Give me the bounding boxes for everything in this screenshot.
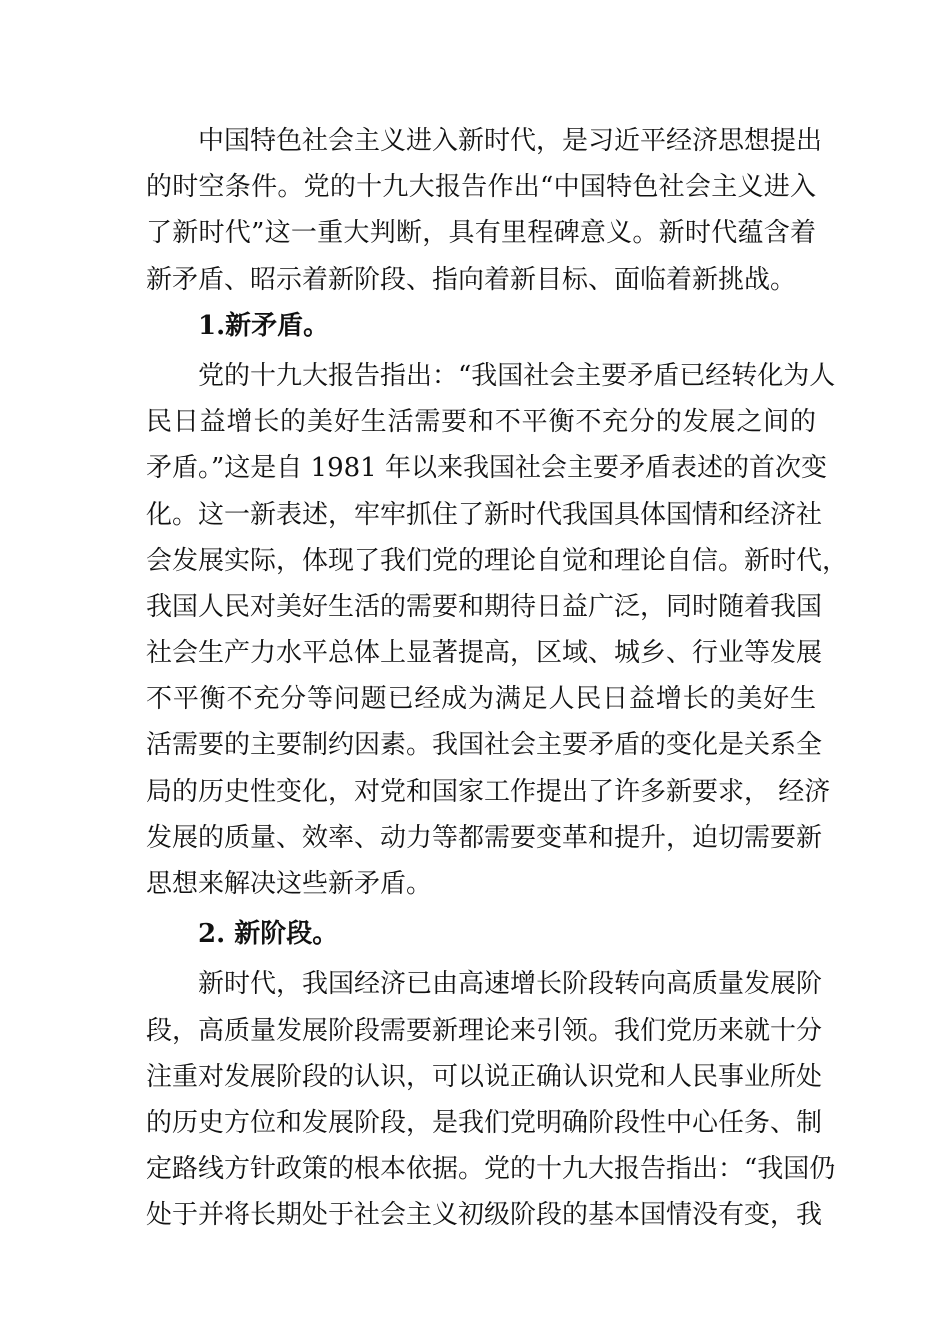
paragraph-line: 化。这一新表述，牢牢抓住了新时代我国具体国情和经济社 — [146, 499, 823, 530]
paragraph-line: 我国人民对美好生活的需要和期待日益广泛，同时随着我国 — [146, 591, 823, 622]
paragraph-line: 处于并将长期处于社会主义初级阶段的基本国情没有变，我 — [146, 1200, 823, 1231]
paragraph-line: 党的十九大报告指出：“我国社会主要矛盾已经转化为人 — [198, 360, 836, 391]
intro-paragraph — [146, 118, 823, 303]
paragraph-line: 民日益增长的美好生活需要和不平衡不充分的发展之间的 — [146, 407, 816, 438]
paragraph-line: 发展的质量、效率、动力等都需要变革和提升，迫切需要新 — [146, 822, 823, 853]
paragraph-line: 矛盾。”这是自 1981 年以来我国社会主要矛盾表述的首次变 — [146, 453, 827, 484]
paragraph-line: 段，高质量发展阶段需要新理论来引领。我们党历来就十分 — [146, 1015, 823, 1046]
paragraph-line: 定路线方针政策的根本依据。党的十九大报告指出：“我国仍 — [146, 1154, 836, 1185]
paragraph-line: 社会生产力水平总体上显著提高，区域、城乡、行业等发展 — [146, 638, 823, 669]
paragraph-line: 新矛盾、昭示着新阶段、指向着新目标、面临着新挑战。 — [146, 264, 797, 295]
paragraph-line: 会发展实际，体现了我们党的理论自觉和理论自信。新时代， — [146, 545, 849, 576]
section-heading-new-stage: 2. 新阶段。 — [198, 919, 339, 950]
paragraph-line: 了新时代”这一重大判断，具有里程碑意义。新时代蕴含着 — [146, 218, 816, 249]
paragraph-line: 思想来解决这些新矛盾。 — [146, 869, 433, 899]
paragraph-line: 新时代，我国经济已由高速增长阶段转向高质量发展阶 — [198, 969, 823, 1000]
paragraph-line: 中国特色社会主义进入新时代，是习近平经济思想提出 — [198, 126, 823, 156]
document-body — [146, 118, 849, 1239]
paragraph-line: 注重对发展阶段的认识，可以说正确认识党和人民事业所处 — [146, 1061, 823, 1092]
paragraph-line: 活需要的主要制约因素。我国社会主要矛盾的变化是关系全 — [146, 730, 823, 761]
paragraph-line: 的历史方位和发展阶段，是我们党明确阶段性中心任务、制 — [146, 1107, 823, 1138]
section-heading-new-contradiction: 1.新矛盾。 — [198, 310, 330, 341]
section1-paragraph — [146, 353, 849, 907]
paragraph-line: 不平衡不充分等问题已经成为满足人民日益增长的美好生 — [146, 684, 816, 715]
paragraph-line: 局的历史性变化，对党和国家工作提出了许多新要求， 经济 — [146, 776, 831, 807]
paragraph-line: 的时空条件。党的十九大报告作出“中国特色社会主义进入 — [146, 172, 816, 203]
section2-paragraph — [146, 961, 836, 1238]
